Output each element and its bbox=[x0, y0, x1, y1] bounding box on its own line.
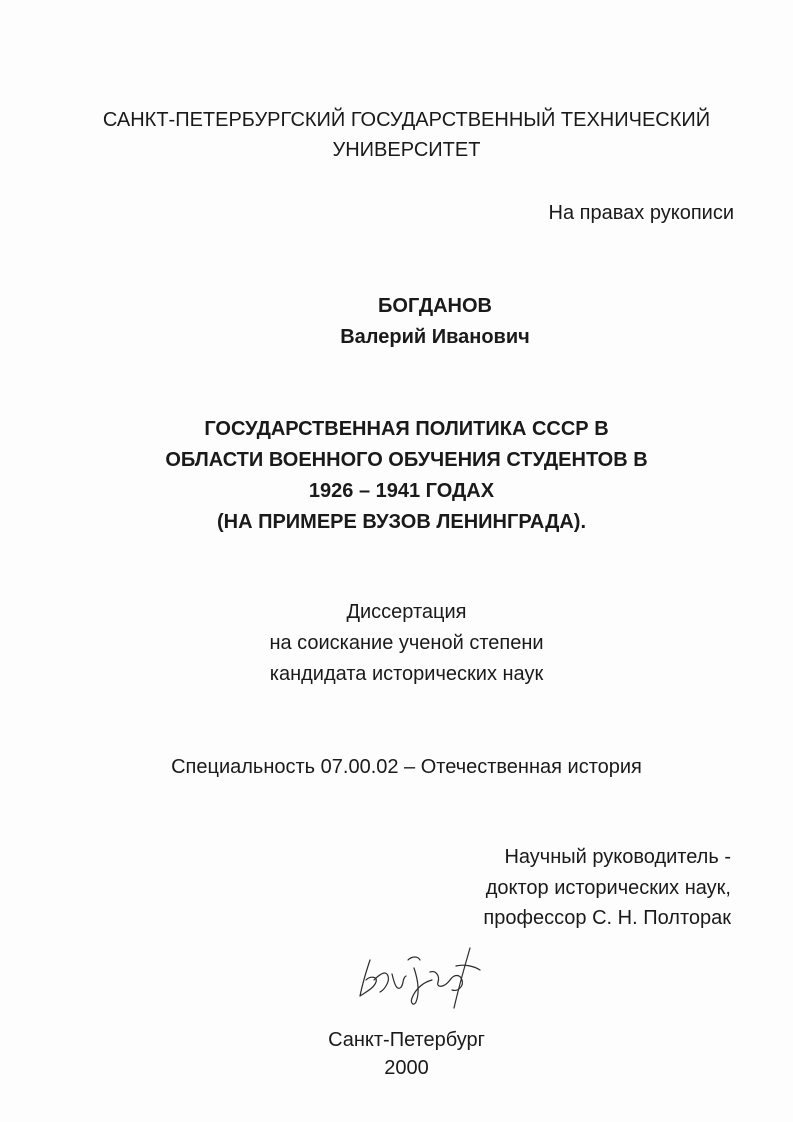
city: Санкт-Петербург bbox=[328, 1029, 485, 1051]
university-name-line-2: УНИВЕРСИТЕТ bbox=[332, 139, 481, 161]
supervisor-line-2: доктор исторических наук, bbox=[485, 877, 731, 899]
university-name-line-1: САНКТ-ПЕТЕРБУРГСКИЙ ГОСУДАРСТВЕННЫЙ ТЕХНИЧЕСКИЙ bbox=[102, 109, 711, 131]
dissertation-title-line-2: ОБЛАСТИ ВОЕННОГО ОБУЧЕНИЯ СТУДЕНТОВ В bbox=[165, 449, 648, 471]
specialty-line: Специальность 07.00.02 – Отечественная история bbox=[171, 756, 642, 778]
author-given-name: Валерий Иванович bbox=[340, 326, 530, 348]
handwritten-signature bbox=[352, 930, 492, 1010]
manuscript-rights-note: На правах рукописи bbox=[548, 202, 734, 224]
dissertation-type-line-1: Диссертация bbox=[346, 601, 467, 623]
dissertation-type-line-3: кандидата исторических наук bbox=[269, 663, 544, 685]
dissertation-title-line-1: ГОСУДАРСТВЕННАЯ ПОЛИТИКА СССР В bbox=[204, 418, 609, 440]
dissertation-title-line-3: 1926 – 1941 ГОДАХ bbox=[308, 480, 495, 502]
dissertation-title-line-4: (НА ПРИМЕРЕ ВУЗОВ ЛЕНИНГРАДА). bbox=[216, 511, 587, 533]
year: 2000 bbox=[384, 1057, 429, 1079]
author-surname: БОГДАНОВ bbox=[378, 295, 492, 317]
dissertation-type-line-2: на соискание ученой степени bbox=[269, 632, 544, 654]
supervisor-line-1: Научный руководитель - bbox=[504, 846, 731, 868]
supervisor-line-3: профессор С. Н. Полторак bbox=[483, 907, 731, 929]
